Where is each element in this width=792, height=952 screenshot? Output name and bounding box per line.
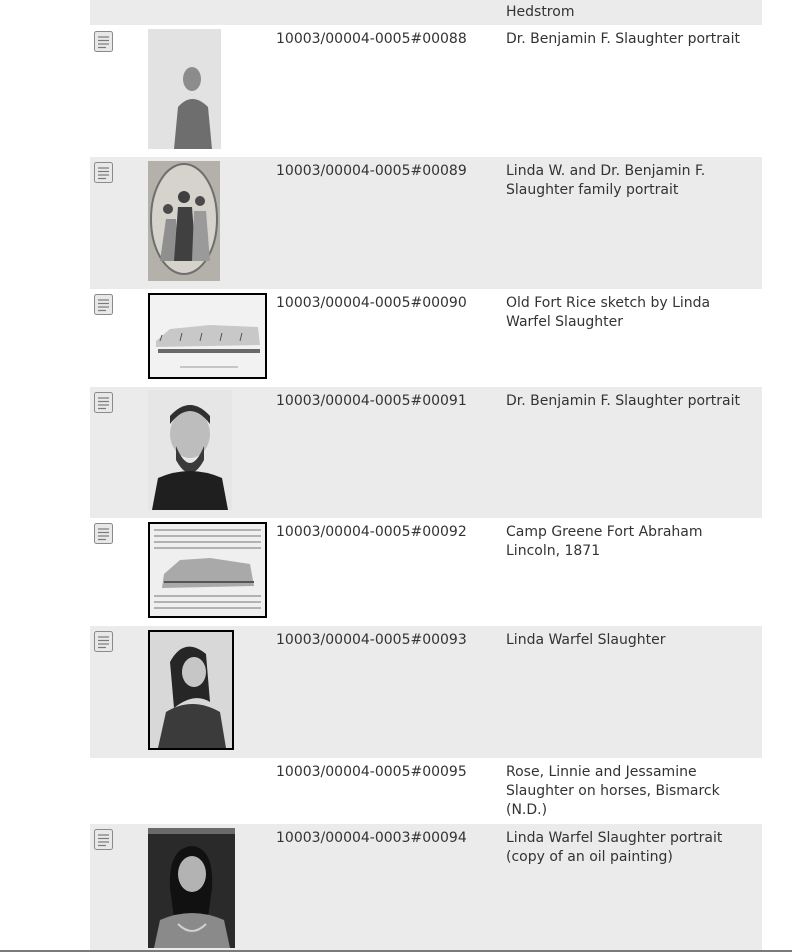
thumbnail-image[interactable]	[148, 29, 221, 149]
thumbnail-image[interactable]	[148, 161, 220, 281]
item-title[interactable]: Dr. Benjamin F. Slaughter portrait	[506, 393, 740, 409]
item-title[interactable]: Linda Warfel Slaughter	[506, 632, 666, 648]
result-row	[90, 289, 762, 387]
thumbnail-image[interactable]	[148, 828, 235, 948]
call-number[interactable]: 10003/00004-0003#00094	[276, 830, 467, 846]
results-list	[90, 0, 762, 952]
result-row	[90, 626, 762, 758]
thumbnail-image[interactable]	[148, 293, 267, 379]
call-number[interactable]: 10003/00004-0005#00091	[276, 393, 467, 409]
item-title[interactable]: Dr. Benjamin F. Slaughter portrait	[506, 31, 740, 47]
document-icon[interactable]	[94, 829, 113, 850]
item-title[interactable]: Rose, Linnie and Jessamine Slaughter on horses, Bismarck (N.D.)	[506, 764, 720, 818]
result-row	[90, 0, 762, 25]
call-number[interactable]: 10003/00004-0005#00090	[276, 295, 467, 311]
result-row	[90, 387, 762, 518]
result-row	[90, 25, 762, 157]
item-title[interactable]: Old Fort Rice sketch by Linda Warfel Slaughter	[506, 295, 711, 330]
call-number[interactable]: 10003/00004-0005#00092	[276, 524, 467, 540]
thumbnail-image[interactable]	[148, 522, 267, 618]
thumbnail-image[interactable]	[148, 390, 232, 510]
item-title[interactable]: Camp Greene Fort Abraham Lincoln, 1871	[506, 524, 703, 559]
item-title[interactable]: Hedstrom	[506, 4, 575, 20]
call-number[interactable]: 10003/00004-0005#00089	[276, 163, 467, 179]
document-icon[interactable]	[94, 294, 113, 315]
thumbnail-image[interactable]	[148, 630, 234, 750]
document-icon[interactable]	[94, 31, 113, 52]
item-title[interactable]: Linda W. and Dr. Benjamin F. Slaughter family portrait	[506, 163, 706, 198]
document-icon[interactable]	[94, 631, 113, 652]
call-number[interactable]: 10003/00004-0005#00088	[276, 31, 467, 47]
call-number[interactable]: 10003/00004-0005#00093	[276, 632, 467, 648]
result-row	[90, 518, 762, 626]
result-row	[90, 157, 762, 289]
call-number[interactable]: 10003/00004-0005#00095	[276, 764, 467, 780]
result-row	[90, 758, 762, 824]
item-title[interactable]: Linda Warfel Slaughter portrait (copy of an oil painting)	[506, 830, 723, 865]
document-icon[interactable]	[94, 523, 113, 544]
document-icon[interactable]	[94, 162, 113, 183]
document-icon[interactable]	[94, 392, 113, 413]
result-row	[90, 824, 762, 952]
